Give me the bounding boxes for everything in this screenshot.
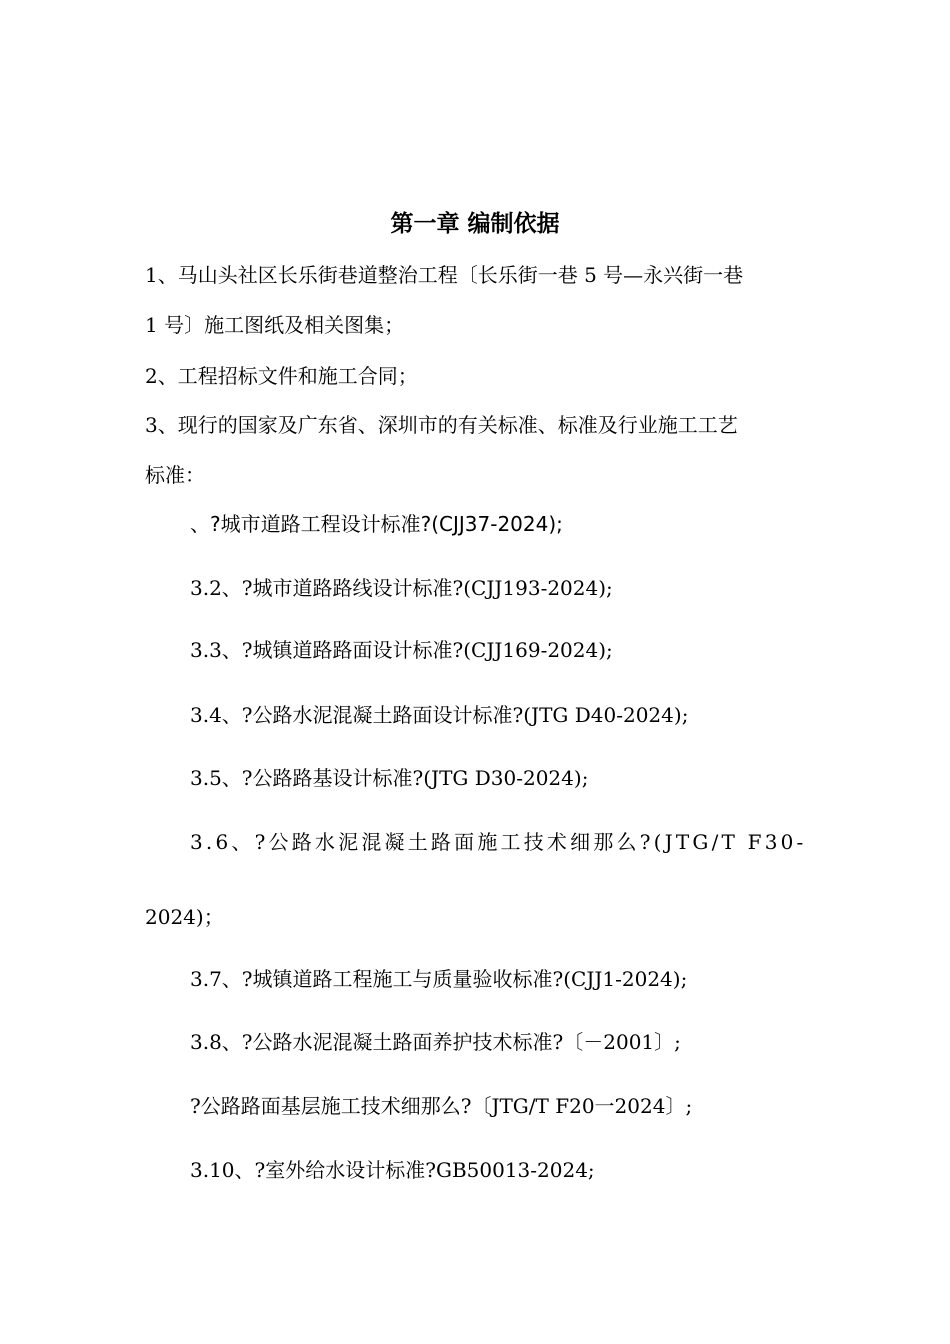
standard-item-3-3: 3.3、?城镇道路路面设计标准?(CJJ169-2024);: [190, 638, 613, 662]
standard-item-3-6: 3.6、?公路水泥混凝土路面施工技术细那么?(JTG/T F30-: [190, 830, 807, 854]
basis-item-3-continued: 标准：: [145, 463, 205, 487]
standard-item-3-2: 3.2、?城市道路路线设计标准?(CJJ193-2024);: [190, 576, 613, 600]
chapter-heading: 第一章 编制依据: [390, 211, 560, 237]
standard-item-3-5: 3.5、?公路路基设计标准?(JTG D30-2024);: [190, 766, 589, 790]
standard-item-3-1: 、?城市道路工程设计标准?(CJJ37-2024);: [190, 512, 563, 536]
basis-item-3: 3、现行的国家及广东省、深圳市的有关标准、标准及行业施工工艺: [145, 413, 738, 437]
standard-item-3-4: 3.4、?公路水泥混凝土路面设计标准?(JTG D40-2024);: [190, 703, 689, 727]
basis-item-2: 2、工程招标文件和施工合同；: [145, 364, 418, 388]
basis-item-1-continued: 1 号〕施工图纸及相关图集；: [145, 313, 405, 337]
standard-item-3-6-continued: 2024)；: [145, 905, 224, 929]
standard-item-3-7: 3.7、?城镇道路工程施工与质量验收标准?(CJJ1-2024);: [190, 967, 688, 991]
basis-item-1: 1、马山头社区长乐街巷道整治工程〔长乐街一巷 5 号—永兴街一巷: [145, 263, 744, 287]
standard-item-3-8: 3.8、?公路水泥混凝土路面养护技术标准?〔－2001〕;: [190, 1030, 681, 1054]
standard-item-3-10: 3.10、?室外给水设计标准?GB50013-2024;: [190, 1158, 595, 1182]
standard-item-3-9: ?公路路面基层施工技术细那么?〔JTG/T F20一2024〕;: [190, 1094, 693, 1118]
